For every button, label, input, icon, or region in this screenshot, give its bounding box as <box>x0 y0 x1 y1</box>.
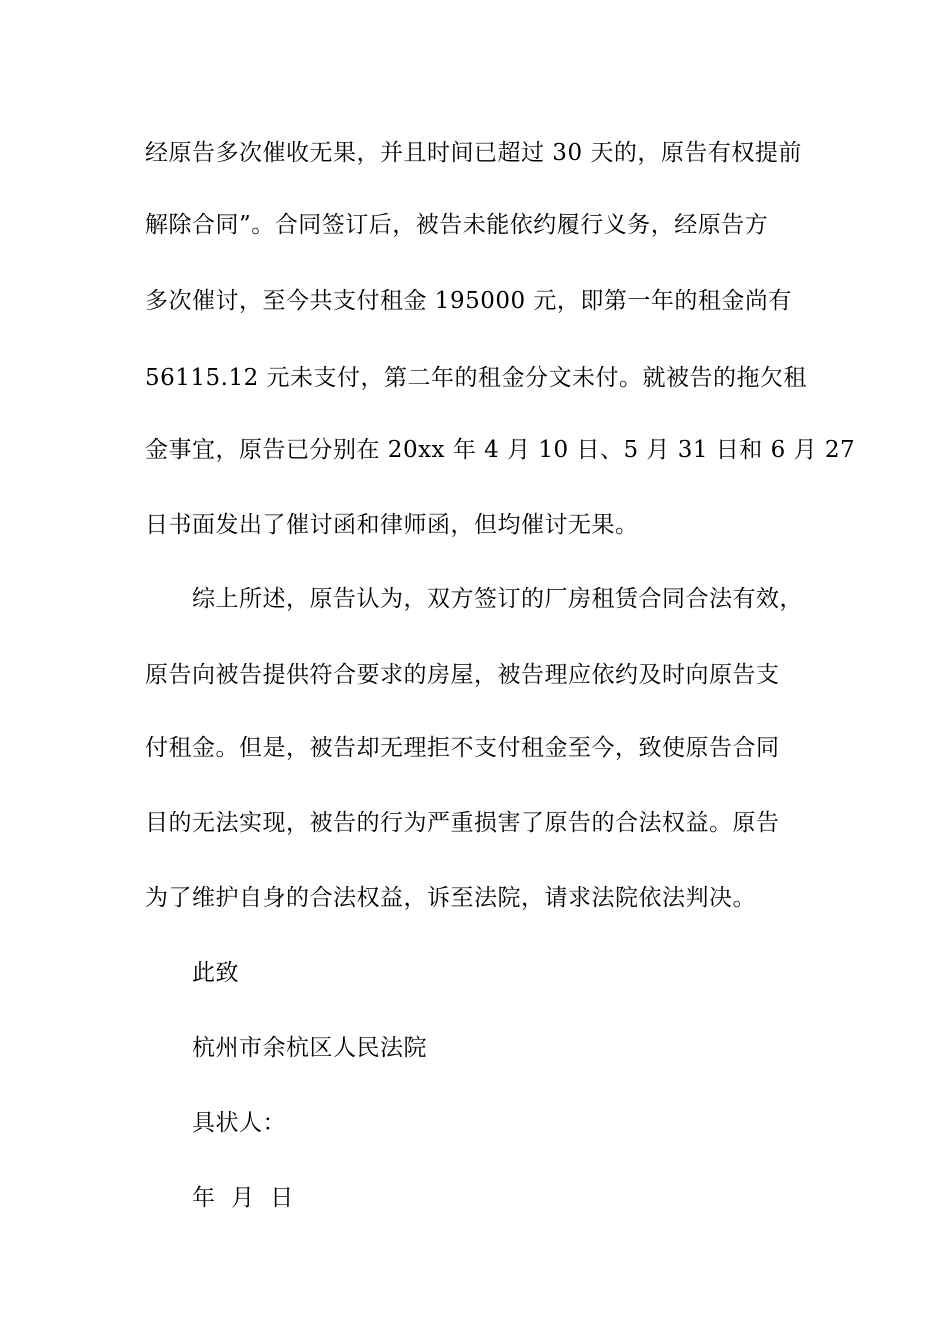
petitioner-label: 具状人： <box>192 1110 286 1136</box>
paragraph-line: 金事宜，原告已分别在 20xx 年 4 月 10 日、5 月 31 日和 6 月 27 <box>145 437 856 463</box>
date-line: 年 月 日 <box>192 1185 294 1211</box>
paragraph-line: 原告向被告提供符合要求的房屋，被告理应依约及时向原告支 <box>145 662 780 688</box>
court-name: 杭州市余杭区人民法院 <box>192 1035 427 1061</box>
paragraph-line: 目的无法实现，被告的行为严重损害了原告的合法权益。原告 <box>145 810 780 836</box>
paragraph-line: 多次催讨，至今共支付租金 195000 元，即第一年的租金尚有 <box>145 288 792 314</box>
paragraph-line: 解除合同”。合同签订后，被告未能依约履行义务，经原告方 <box>145 212 769 238</box>
paragraph-line: 56115.12 元未支付，第二年的租金分文未付。就被告的拖欠租 <box>145 365 808 391</box>
paragraph-line: 经原告多次催收无果，并且时间已超过 30 天的，原告有权提前 <box>145 140 802 166</box>
salutation: 此致 <box>192 960 239 986</box>
paragraph-line: 为了维护自身的合法权益，诉至法院，请求法院依法判决。 <box>145 885 756 911</box>
paragraph-line: 综上所述，原告认为，双方签订的厂房租赁合同合法有效， <box>192 586 803 612</box>
paragraph-line: 付租金。但是，被告却无理拒不支付租金至今，致使原告合同 <box>145 735 780 761</box>
paragraph-line: 日书面发出了催讨函和律师函，但均催讨无果。 <box>145 512 639 538</box>
